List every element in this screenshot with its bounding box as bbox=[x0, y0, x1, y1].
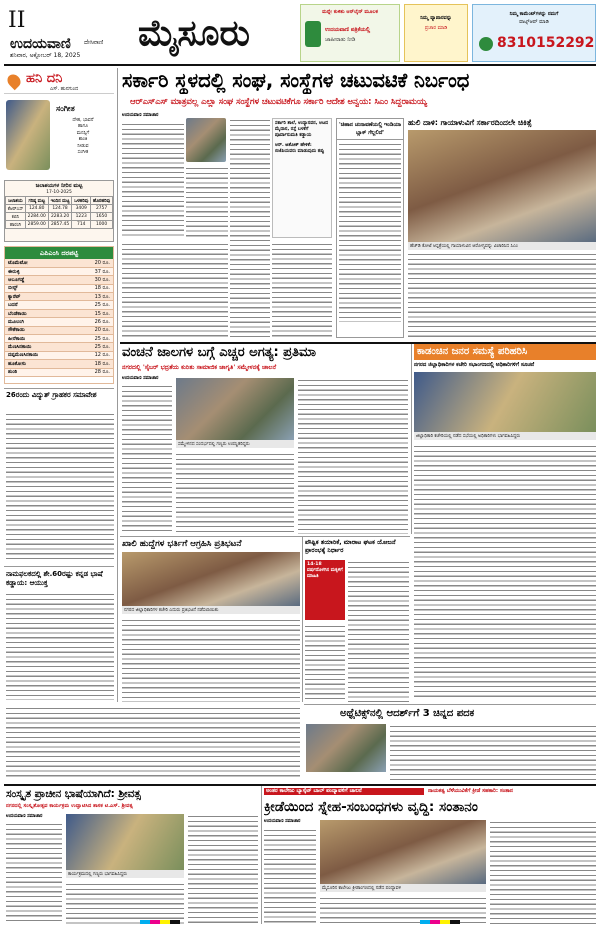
paper-name: ಉದಯವಾಣಿ bbox=[10, 36, 71, 52]
cyber-caption: ಸಮ್ಮೇಳನದ ಸಂದರ್ಭದಲ್ಲಿ ಗಣ್ಯರು ಉಪಸ್ಥಿತರಿದ್ದರು bbox=[176, 440, 294, 448]
ad-block-3 bbox=[472, 4, 596, 62]
sidebar-brand-box bbox=[4, 68, 114, 94]
drop-icon bbox=[5, 72, 23, 90]
quote-box bbox=[336, 118, 404, 338]
ad2-text-1: ನಿಮ್ಮ ವ್ಯಾಪಾರವನ್ನು bbox=[420, 15, 452, 21]
table-row bbox=[5, 335, 113, 343]
table-row bbox=[5, 351, 113, 359]
forest-text bbox=[414, 444, 596, 700]
veg-price: 37 ರೂ. bbox=[73, 267, 113, 275]
table-cell: 1223 bbox=[72, 213, 91, 221]
phone-icon bbox=[305, 21, 321, 47]
column-rule bbox=[261, 786, 262, 924]
divider bbox=[4, 784, 596, 786]
dam-date: 17-10-2025 bbox=[46, 190, 72, 195]
sangeeta-line: ಹಾಗೂ bbox=[77, 124, 89, 130]
veg-price-box bbox=[4, 246, 114, 384]
cyber-text-col1 bbox=[122, 384, 172, 534]
column-header: ಇಂದಿನ ಮಟ್ಟ bbox=[48, 197, 72, 205]
bottom-right-byline: ಉದಯವಾಣಿ ಸಮಾಚಾರ bbox=[264, 819, 301, 824]
table-row bbox=[5, 309, 113, 317]
brand-title: ಹನಿ ದನಿ bbox=[26, 71, 63, 86]
table-row bbox=[5, 360, 113, 368]
veg-price: 26 ರೂ. bbox=[73, 318, 113, 326]
table-cell: 2859.00 bbox=[25, 221, 48, 229]
table-row bbox=[5, 284, 113, 292]
scheme-text-2 bbox=[305, 624, 345, 702]
veg-name: ಈರುಳ್ಳಿ bbox=[5, 267, 73, 275]
edition-tag: ದೇಸಿವಾಣಿ bbox=[84, 39, 104, 46]
masthead-rule bbox=[4, 64, 596, 66]
table-cell: 1650 bbox=[91, 213, 113, 221]
table-row bbox=[5, 301, 113, 309]
veg-price: 28 ರೂ. bbox=[73, 368, 113, 376]
ad-block-1 bbox=[300, 4, 400, 62]
jobs-photo bbox=[122, 552, 300, 606]
veg-price: 25 ರೂ. bbox=[73, 343, 113, 351]
dam-title: ಜಲಾಶಯಗಳ ನೀರಿನ ಮಟ್ಟ bbox=[35, 183, 83, 189]
athletics-headline: ಅಥ್ಲೆಟಿಕ್ಸ್‌ನಲ್ಲಿ ಆದರ್ಶ್‌ಗೆ 3 ಚಿನ್ನದ ಪದಕ bbox=[340, 708, 475, 719]
registration-marks bbox=[420, 920, 460, 924]
veg-price: 13 ರೂ. bbox=[73, 293, 113, 301]
table-row bbox=[5, 293, 113, 301]
phone-number: 8310152292 bbox=[497, 35, 595, 51]
cm-portrait bbox=[186, 118, 226, 162]
right-lead-headline: ಹುಲಿ ದಾಳಿ: ಗಾಯಾಳುವಿಗೆ ಸರ್ಕಾರದಿಂದಲೇ ಚಿಕಿತ್ಸೆ bbox=[408, 118, 532, 127]
sangeeta-line: ದೇಹ, ಭಾವನೆ bbox=[72, 118, 94, 123]
sangeeta-line: ಮನಸ್ಸಿಗೆ bbox=[76, 130, 90, 136]
veg-name: ಮೆಣಸಿನಕಾಯಿ bbox=[5, 343, 73, 351]
table-cell: 2284.00 bbox=[25, 213, 48, 221]
athletics-photo bbox=[306, 724, 386, 772]
ad-block-2 bbox=[404, 4, 468, 62]
cyber-text-col2 bbox=[298, 378, 408, 534]
cyber-text-col3 bbox=[176, 452, 294, 534]
forest-photo bbox=[414, 372, 596, 432]
veg-price: 18 ರೂ. bbox=[73, 284, 113, 292]
bottom-left-text-2 bbox=[66, 882, 184, 924]
veg-price: 18 ರೂ. bbox=[73, 360, 113, 368]
jobs-text bbox=[122, 618, 300, 702]
table-cell: 124.80 bbox=[25, 205, 48, 213]
lead-byline: ಉದಯವಾಣಿ ಸಮಾಚಾರ bbox=[122, 113, 159, 118]
veg-name: ಬದನೆ bbox=[5, 301, 73, 309]
jobs-caption: ನಗರದ ಜಿಲ್ಲಾಧಿಕಾರಿಗಳ ಕಚೇರಿ ಎದುರು ಪ್ರತಿಭಟನೆ ನಡೆಸಲಾಯಿತು bbox=[122, 606, 300, 614]
quote-box-text bbox=[339, 142, 401, 322]
table-cell: 1000 bbox=[91, 221, 113, 229]
veg-price: 20 ರೂ. bbox=[73, 326, 113, 334]
bottom-left-text-1 bbox=[6, 822, 62, 924]
veg-name: ಟೊಮೆಟೋ bbox=[5, 259, 73, 267]
date-line: ಶನಿವಾರ, ಅಕ್ಟೋಬರ್ 18, 2025 bbox=[10, 52, 81, 59]
veg-price: 15 ರೂ. bbox=[73, 309, 113, 317]
bullet-item: ಆರ್. ಅಶೋಕ್ ಹೇಳಿಕೆ: ಬಿಜೆಪಿಯವರು ಮಾಡುವುದು ತಪ್ಪು bbox=[275, 143, 325, 154]
ad1-text-2: ಉದಯವಾಣಿ ಪತ್ರಿಕೆಯಲ್ಲಿ bbox=[325, 27, 371, 33]
column-header: ಜಲಾಶಯ bbox=[6, 197, 26, 205]
lower-left-text bbox=[6, 706, 300, 780]
bottom-left-subhead: ನಗರದಲ್ಲಿ ಸಂಸ್ಕೃತೋತ್ಸವ ಕಾರ್ಯಕ್ರಮ ಉದ್ಘಾಟಿಸಿದ ಶಾಸಕ ಟಿ.ಎಸ್. ಶ್ರೀವತ್ಸ bbox=[6, 803, 133, 809]
forest-caption: ಜಿಲ್ಲಾಧಿಕಾರಿ ಕಚೇರಿಯಲ್ಲಿ ನಡೆದ ಸಭೆಯಲ್ಲಿ ಅಧಿಕಾರಿಗಳು ಭಾಗವಹಿಸಿದ್ದರು bbox=[414, 432, 596, 440]
cyber-byline: ಉದಯವಾಣಿ ಸಮಾಚಾರ bbox=[122, 376, 159, 381]
sangeeta-box bbox=[4, 96, 114, 174]
table-cell: 3409 bbox=[72, 205, 91, 213]
sangeeta-image bbox=[6, 100, 50, 170]
divider bbox=[304, 704, 596, 705]
veg-price: 25 ರೂ. bbox=[73, 301, 113, 309]
lead-headline: ಸರ್ಕಾರಿ ಸ್ಥಳದಲ್ಲಿ ಸಂಘ, ಸಂಸ್ಥೆಗಳ ಚಟುವಟಿಕೆ ನಿರ್ಬಂಧ bbox=[122, 69, 470, 92]
divider bbox=[120, 536, 410, 537]
table-cell: 714 bbox=[72, 221, 91, 229]
table-row bbox=[5, 318, 113, 326]
bottom-right-kicker: ಅಂತರ ಕಾಲೇಜು ಬ್ಯಾಸ್ಕೆಟ್ ಬಾಲ್ ಪಂದ್ಯಾವಳಿಗೆ ಚಾಲನೆ bbox=[264, 788, 424, 795]
ad2-text-2: ಪ್ರಚಾರ ಮಾಡಿ bbox=[424, 25, 448, 31]
veg-name: ಬೀನ್ಸ್ bbox=[5, 284, 73, 292]
lead-text-col5 bbox=[272, 242, 332, 338]
dam-table bbox=[5, 196, 113, 229]
cyber-subhead: ನಗರದಲ್ಲಿ 'ಸೈಬರ್ ಭದ್ರತೆಯ ಕುರಿತು ಸಾಮಾಜಿಕ ಜಾಗೃತಿ' ಸಮ್ಮೇಳನಕ್ಕೆ ಚಾಲನೆ bbox=[122, 364, 277, 371]
whatsapp-icon bbox=[479, 37, 493, 51]
scheme-headline: ಪೌಷ್ಟಿಕ ತಯಾರಿಕೆ, ಮಾರಾಟ ಘಟಕ ಯೋಜನೆ ಪ್ರಾರಂಭಕ್ಕೆ ನಿರ್ಧಾರ bbox=[305, 539, 396, 554]
ad3-text-2: ವಾಟ್ಸ್‌ಆಪ್ ಮಾಡಿ bbox=[519, 19, 549, 25]
brief1-text bbox=[6, 412, 114, 562]
column-header: ಗರಿಷ್ಠ ಮಟ್ಟ bbox=[25, 197, 48, 205]
bottom-left-byline: ಉದಯವಾಣಿ ಸಮಾಚಾರ bbox=[6, 814, 43, 819]
veg-name: ಕ್ಯಾರೆಟ್ bbox=[5, 293, 73, 301]
veg-name: ಹೀರೆಕಾಯಿ bbox=[5, 335, 73, 343]
registration-marks bbox=[140, 920, 180, 924]
table-cell: ಕೆಆರ್‌ಎಸ್ bbox=[6, 205, 26, 213]
lead-text-col2 bbox=[186, 166, 228, 238]
table-row bbox=[6, 205, 113, 213]
bottom-right-text-1 bbox=[264, 828, 316, 924]
bottom-left-headline: ಸಂಸ್ಕೃತ ಪ್ರಾಚೀನ ಭಾಷೆಯಾಗಿದೆ: ಶ್ರೀವತ್ಸ bbox=[6, 788, 141, 800]
bullet-item: ಸರ್ಕಾರಿ ಶಾಲೆ, ಉದ್ಯಾನವನ, ಆಟದ ಮೈದಾನ, ರಸ್ತೆ ಬಳಕೆಗೆ ಪೂರ್ವಾನುಮತಿ ಕಡ್ಡಾಯ bbox=[275, 121, 329, 138]
lead-subhead: ಆರ್‌ಎಸ್‌ಎಸ್ ಮಾತ್ರವಲ್ಲ ಎಲ್ಲಾ ಸಂಘ ಸಂಸ್ಥೆಗಳ ಚಟುವಟಿಕೆಗೂ ಸರ್ಕಾರಿ ಆದೇಶ ಅನ್ವಯ: ಸಿಎಂ ಸಿದ್ದರಾಮಯ್ಯ bbox=[130, 96, 427, 106]
lead-text-col4 bbox=[122, 242, 228, 338]
table-row bbox=[5, 343, 113, 351]
table-cell: ಹಾರಂಗಿ bbox=[6, 221, 26, 229]
bottom-right-caption: ಮೈಸೂರಿನ ಕಾಲೇಜು ಕ್ರೀಡಾಂಗಣದಲ್ಲಿ ನಡೆದ ಪಂದ್ಯಾವಳಿ bbox=[320, 884, 486, 892]
bottom-right-photo bbox=[320, 820, 486, 884]
sangeeta-text bbox=[56, 118, 110, 156]
veg-name: ಸೌತೆಕಾಯಿ bbox=[5, 326, 73, 334]
cyber-headline: ವಂಚನೆ ಜಾಲಗಳ ಬಗ್ಗೆ ಎಚ್ಚರ ಅಗತ್ಯ: ಪ್ರತಿಮಾ bbox=[122, 345, 316, 360]
table-header-row bbox=[6, 197, 113, 205]
lead-text-col1 bbox=[122, 122, 184, 238]
column-header: ಒಳಹರಿವು bbox=[72, 197, 91, 205]
lead-bullet-box bbox=[272, 118, 332, 238]
table-cell: 2757 bbox=[91, 205, 113, 213]
lead-text-col3 bbox=[230, 118, 270, 338]
column-rule bbox=[302, 536, 303, 702]
veg-price: 25 ರೂ. bbox=[73, 335, 113, 343]
veg-name: ಶುಂಠಿ bbox=[5, 368, 73, 376]
right-lead-photo bbox=[408, 130, 596, 242]
veg-name: ಮೂಲಂಗಿ bbox=[5, 318, 73, 326]
veg-price: 20 ರೂ. bbox=[73, 259, 113, 267]
dam-box bbox=[4, 180, 114, 242]
brand-sub: ಎಸ್. ಹುನಗುಂದ bbox=[50, 86, 79, 92]
divider bbox=[4, 566, 114, 567]
brief2-title: ನಾಮಫಲಕದಲ್ಲಿ ಶೇ.60ರಷ್ಟು ಕನ್ನಡ ಭಾಷೆ ಕಡ್ಡಾಯ: ಆಯುಕ್ತ bbox=[6, 570, 103, 587]
table-row bbox=[5, 259, 113, 267]
bottom-right-kicker-2: ನಾಯಕತ್ವ ಬೆಳೆಯುವಿಕೆಗೆ ಕ್ರೀಡೆ ಸಹಕಾರಿ: ಸಂತಾನ bbox=[428, 788, 513, 794]
bottom-left-photo bbox=[66, 814, 184, 870]
veg-name: ಹೂಕೋಸು bbox=[5, 360, 73, 368]
forest-subhead: ನಗರದ ಜಿಲ್ಲಾಧಿಕಾರಿಗಳ ಕಚೇರಿ ಸಭಾಂಗಣದಲ್ಲಿ ಅಧಿಕಾರಿಗಳಿಗೆ ಸೂಚನೆ bbox=[414, 362, 535, 368]
table-cell: 2857.45 bbox=[48, 221, 72, 229]
veg-price: 30 ರೂ. bbox=[73, 276, 113, 284]
right-lead-text bbox=[408, 252, 596, 338]
column-rule bbox=[117, 68, 118, 702]
sangeeta-line: ಶಾಂತಿ bbox=[78, 137, 88, 143]
right-lead-caption: ಹೆಚ್‌ಡಿ ಕೋಟೆ ಆಸ್ಪತ್ರೆಯಲ್ಲಿ ಗಾಯಾಳುವಿನ ಆರೋಗ್ಯವನ್ನು ವಿಚಾರಿಸಿದ ಸಿಎಂ bbox=[408, 242, 596, 250]
table-row bbox=[5, 326, 113, 334]
brief2-text bbox=[6, 592, 114, 700]
brief1-title: 26ರಂದು ವಿದ್ಯುತ್ ಗ್ರಾಹಕರ ಸಮಾವೇಶ bbox=[6, 391, 97, 399]
bottom-right-text-3 bbox=[490, 820, 596, 924]
veg-name: ಬೆಂಡೆಕಾಯಿ bbox=[5, 309, 73, 317]
city-title: ಮೈಸೂರು bbox=[138, 12, 250, 54]
table-cell: ಕಬಿನಿ bbox=[6, 213, 26, 221]
ad3-text-1: ನಿಮ್ಮ ಕಾಮೆಂಟ್‌ಗಳನ್ನು ನಮಗೆ bbox=[509, 11, 559, 17]
bottom-left-text-3 bbox=[188, 814, 258, 924]
bottom-right-headline: ಕ್ರೀಡೆಯಿಂದ ಸ್ನೇಹ-ಸಂಬಂಧಗಳು ವೃದ್ಧಿ: ಸಂತಾನಂ bbox=[264, 799, 478, 815]
veg-price: 12 ರೂ. bbox=[73, 351, 113, 359]
sangeeta-line: ನೀಡುವ bbox=[77, 143, 89, 149]
quote-box-title: 'ಚಿಹಾನ ಚುನಾವಣೆಯಲ್ಲಿ ಇಂಡಿಯಾ ಬ್ಲಾಕ್ ಗೆಲ್ಲಲಿದೆ' bbox=[337, 119, 403, 140]
cyber-photo bbox=[176, 378, 294, 440]
table-cell: 2283.20 bbox=[48, 213, 72, 221]
ad1-text-1: ಮನ್ನೇ ಕುಳಿತು ಆನ್‌ಲೈನ್‌ ಮೂಲಕ bbox=[322, 9, 378, 15]
column-rule bbox=[411, 344, 412, 534]
table-row bbox=[5, 276, 113, 284]
bottom-left-caption: ಕಾರ್ಯಕ್ರಮದಲ್ಲಿ ಗಣ್ಯರು ಭಾಗವಹಿಸಿದ್ದರು bbox=[66, 870, 184, 878]
column-header: ಹೊರಹರಿವು bbox=[91, 197, 113, 205]
scheme-box-text: 14-18 ವರ್ಷದೊಳಗಿನ ಮಕ್ಕಳಿಗೆ ಮಾಹಿತಿ bbox=[307, 562, 343, 579]
scheme-box bbox=[305, 560, 345, 620]
forest-headline: ಕಾಡಂಚಿನ ಜನರ ಸಮಸ್ಯೆ ಪರಿಹರಿಸಿ bbox=[414, 344, 596, 360]
table-row bbox=[6, 221, 113, 229]
scheme-text bbox=[348, 560, 409, 702]
sangeeta-line: ಸಂಗೀತ bbox=[77, 150, 89, 156]
veg-table bbox=[5, 259, 113, 377]
athletics-text bbox=[390, 724, 596, 780]
veg-name: ಆಲೂಗಡ್ಡೆ bbox=[5, 276, 73, 284]
page-number: II bbox=[8, 8, 26, 33]
table-cell: 124.78 bbox=[48, 205, 72, 213]
table-row bbox=[5, 368, 113, 376]
bottom-right-text-2 bbox=[320, 896, 486, 924]
jobs-headline: ಖಾಲಿ ಹುದ್ದೆಗಳ ಭರ್ತಿಗೆ ಆಗ್ರಹಿಸಿ ಪ್ರತಿಭಟನೆ bbox=[122, 539, 242, 549]
veg-title: ಎಪಿಎಂಸಿ ದರಪಟ್ಟಿ bbox=[5, 247, 113, 259]
ad1-text-3: ಜಾಹೀರಾತು ನೀಡಿ bbox=[325, 37, 356, 43]
table-row bbox=[5, 267, 113, 275]
veg-name: ದಪ್ಪಮೆಣಸಿನಕಾಯಿ bbox=[5, 351, 73, 359]
divider bbox=[4, 388, 114, 389]
sangeeta-title: ಸಂಗೀತ bbox=[56, 104, 75, 113]
table-row bbox=[6, 213, 113, 221]
